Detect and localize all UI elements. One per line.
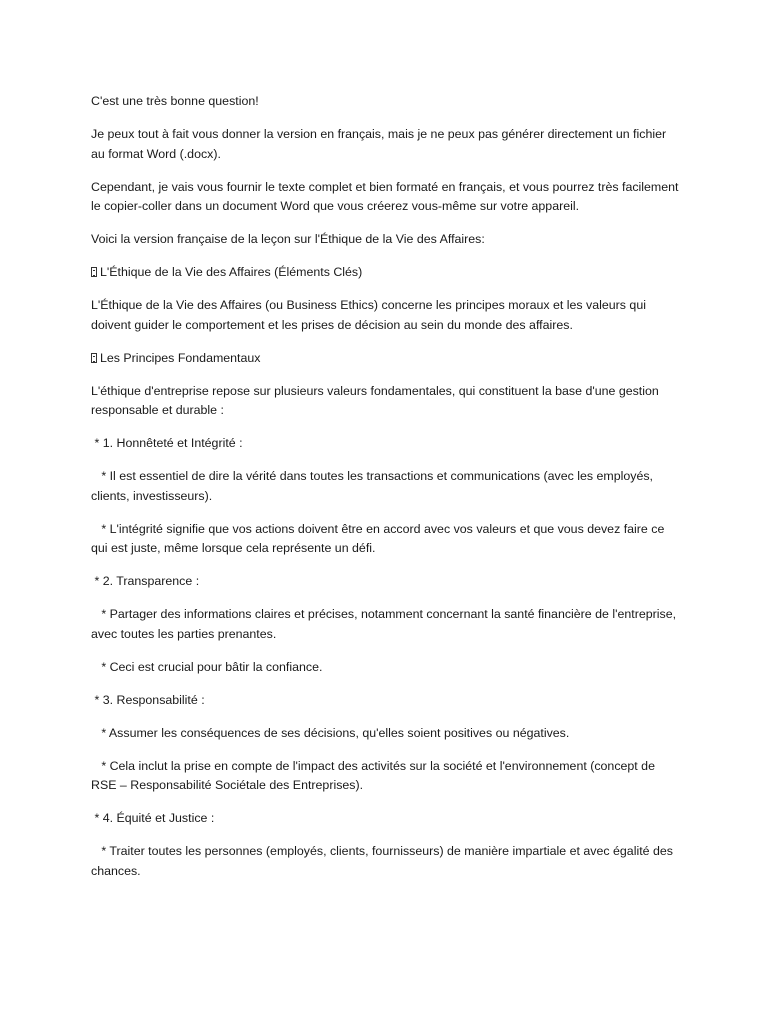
paragraph-definition: L'Éthique de la Vie des Affaires (ou Business Ethics) concerne les principes moraux et les valeurs qui doivent guider le comportement et les prises de décision au sein du monde des affaires. bbox=[91, 298, 650, 332]
list-subitem-integrity: * L'intégrité signifie que vos actions doivent être en accord avec vos valeurs et que vous devez faire ce qui est juste, même lorsque cela représente un défi. bbox=[91, 521, 668, 555]
heading-business-ethics-text: L'Éthique de la Vie des Affaires (Éléments Clés) bbox=[100, 265, 363, 279]
heading-business-ethics bbox=[91, 263, 681, 283]
list-subitem-truth: * Il est essentiel de dire la vérité dans toutes les transactions et communications (avec les employés, clients, investisseurs). bbox=[91, 469, 657, 503]
list-item-equity: * 4. Équité et Justice : bbox=[91, 811, 215, 825]
paragraph-copy-paste: Cependant, je vais vous fournir le texte complet et bien formaté en français, et vous pourrez très facilement le copier-coller dans un document Word que vous créerez vous-même sur votre appareil. bbox=[91, 179, 682, 213]
paragraph-word-limitation: Je peux tout à fait vous donner la version en français, mais je ne peux pas générer directement un fichier au format Word (.docx). bbox=[91, 127, 670, 161]
heading-principles-text: Les Principes Fondamentaux bbox=[100, 350, 261, 365]
list-subitem-fairness: * Traiter toutes les personnes (employés, clients, fournisseurs) de manière impartiale et avec égalité des chances. bbox=[91, 844, 677, 878]
list-subitem-consequences: * Assumer les conséquences de ses décisions, qu'elles soient positives ou négatives. bbox=[91, 725, 570, 740]
list-subitem-trust: * Ceci est crucial pour bâtir la confiance. bbox=[91, 659, 323, 674]
missing-glyph-icon bbox=[91, 353, 97, 363]
list-item-honesty: * 1. Honnêteté et Intégrité : bbox=[91, 436, 243, 450]
list-item-transparency: * 2. Transparence : bbox=[91, 574, 200, 588]
paragraph-lesson-intro: Voici la version française de la leçon sur l'Éthique de la Vie des Affaires: bbox=[91, 232, 485, 246]
list-subitem-rse: * Cela inclut la prise en compte de l'impact des activités sur la société et l'environnement (concept de RSE – Responsabilité Sociétale des Entreprises). bbox=[91, 758, 659, 792]
document-body bbox=[91, 92, 681, 895]
missing-glyph-icon bbox=[91, 267, 97, 277]
heading-principles bbox=[91, 349, 681, 369]
list-item-responsibility: * 3. Responsabilité : bbox=[91, 692, 205, 707]
paragraph-principles-intro: L'éthique d'entreprise repose sur plusieurs valeurs fondamentales, qui constituent la base d'une gestion responsable et durable : bbox=[91, 383, 663, 417]
paragraph-intro: C'est une très bonne question! bbox=[91, 94, 259, 108]
list-subitem-share-info: * Partager des informations claires et précises, notamment concernant la santé financière de l'entreprise, avec toutes les parties prenantes. bbox=[91, 607, 680, 641]
